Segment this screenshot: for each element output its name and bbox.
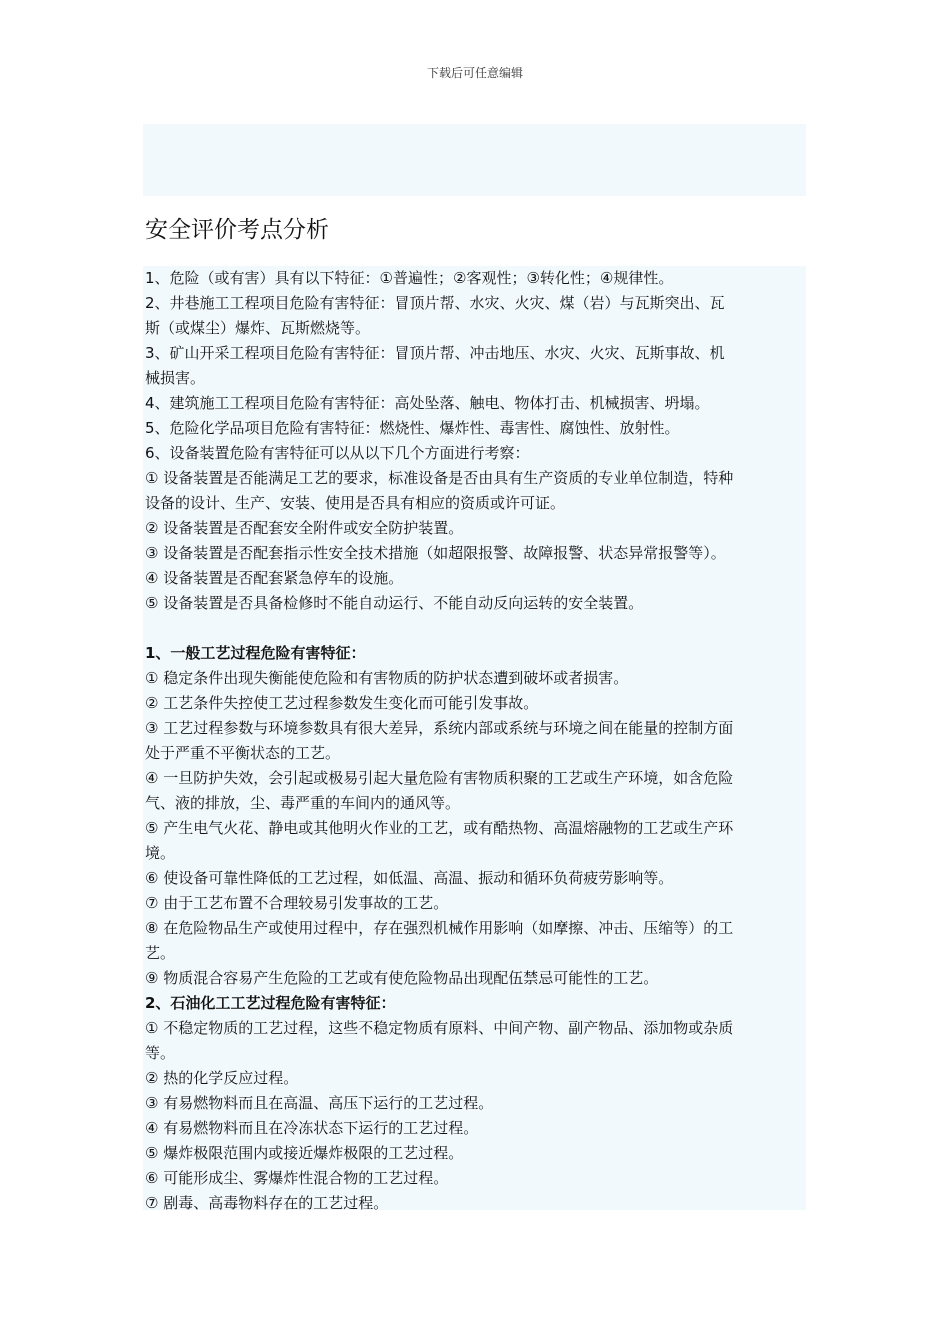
body-line: ⑥ 使设备可靠性降低的工艺过程，如低温、高温、振动和循环负荷疲劳影响等。 bbox=[145, 869, 674, 887]
document-body bbox=[145, 266, 805, 1216]
body-line: ④ 有易燃物料而且在冷冻状态下运行的工艺过程。 bbox=[145, 1119, 479, 1137]
body-line: 等。 bbox=[145, 1044, 176, 1062]
page-header: 下载后可任意编辑 bbox=[426, 66, 523, 80]
body-line: ② 工艺条件失控使工艺过程参数发生变化而可能引发事故。 bbox=[145, 694, 539, 712]
body-line: ① 设备装置是否能满足工艺的要求，标准设备是否由具有生产资质的专业单位制造，特种 bbox=[145, 469, 734, 487]
body-line: 5、危险化学品项目危险有害特征：燃烧性、爆炸性、毒害性、腐蚀性、放射性。 bbox=[145, 419, 680, 437]
body-line: ④ 设备装置是否配套紧急停车的设施。 bbox=[145, 569, 404, 587]
body-line: 6、设备装置危险有害特征可以从以下几个方面进行考察： bbox=[145, 444, 530, 462]
document-title: 安全评价考点分析 bbox=[145, 217, 329, 243]
body-line: 械损害。 bbox=[145, 369, 206, 387]
body-line: 艺。 bbox=[145, 944, 176, 962]
body-line: ⑨ 物质混合容易产生危险的工艺或有使危险物品出现配伍禁忌可能性的工艺。 bbox=[145, 969, 659, 987]
section-heading: 2、石油化工工艺过程危险有害特征： bbox=[145, 994, 396, 1012]
body-line: 设备的设计、生产、安装、使用是否具有相应的资质或许可证。 bbox=[145, 494, 566, 512]
section-heading: 1、一般工艺过程危险有害特征： bbox=[145, 644, 366, 662]
body-line: 2、井巷施工工程项目危险有害特征：冒顶片帮、水灾、火灾、煤（岩）与瓦斯突出、瓦 bbox=[145, 294, 725, 312]
body-line: 处于严重不平衡状态的工艺。 bbox=[145, 744, 341, 762]
body-line: ① 稳定条件出现失衡能使危险和有害物质的防护状态遭到破坏或者损害。 bbox=[145, 669, 629, 687]
body-line: 1、危险（或有害）具有以下特征：①普遍性；②客观性；③转化性；④规律性。 bbox=[145, 269, 674, 287]
body-line: ⑥ 可能形成尘、雾爆炸性混合物的工艺过程。 bbox=[145, 1169, 449, 1187]
body-line: ⑦ 剧毒、高毒物料存在的工艺过程。 bbox=[145, 1194, 389, 1212]
body-line: ③ 设备装置是否配套指示性安全技术措施（如超限报警、故障报警、状态异常报警等）。 bbox=[145, 544, 726, 562]
body-line: ① 不稳定物质的工艺过程，这些不稳定物质有原料、中间产物、副产物品、添加物或杂质 bbox=[145, 1019, 734, 1037]
body-line: ⑤ 产生电气火花、静电或其他明火作业的工艺，或有酷热物、高温熔融物的工艺或生产环 bbox=[145, 819, 734, 837]
body-line: ③ 工艺过程参数与环境参数具有很大差异，系统内部或系统与环境之间在能量的控制方面 bbox=[145, 719, 734, 737]
body-line: ⑦ 由于工艺布置不合理较易引发事故的工艺。 bbox=[145, 894, 449, 912]
banner-placeholder bbox=[143, 124, 806, 196]
body-line: 境。 bbox=[145, 844, 176, 862]
blank-line bbox=[145, 616, 805, 641]
body-line: ③ 有易燃物料而且在高温、高压下运行的工艺过程。 bbox=[145, 1094, 494, 1112]
body-line: ② 设备装置是否配套安全附件或安全防护装置。 bbox=[145, 519, 464, 537]
body-line: 斯（或煤尘）爆炸、瓦斯燃烧等。 bbox=[145, 319, 371, 337]
body-line: 气、液的排放，尘、毒严重的车间内的通风等。 bbox=[145, 794, 461, 812]
body-line: ⑧ 在危险物品生产或使用过程中，存在强烈机械作用影响（如摩擦、冲击、压缩等）的工 bbox=[145, 919, 734, 937]
body-line: 3、矿山开采工程项目危险有害特征：冒顶片帮、冲击地压、水灾、火灾、瓦斯事故、机 bbox=[145, 344, 725, 362]
body-line: ⑤ 设备装置是否具备检修时不能自动运行、不能自动反向运转的安全装置。 bbox=[145, 594, 644, 612]
body-line: ⑤ 爆炸极限范围内或接近爆炸极限的工艺过程。 bbox=[145, 1144, 464, 1162]
body-line: ④ 一旦防护失效，会引起或极易引起大量危险有害物质积聚的工艺或生产环境，如含危险 bbox=[145, 769, 734, 787]
body-line: ② 热的化学反应过程。 bbox=[145, 1069, 299, 1087]
body-line: 4、建筑施工工程项目危险有害特征：高处坠落、触电、物体打击、机械损害、坍塌。 bbox=[145, 394, 710, 412]
